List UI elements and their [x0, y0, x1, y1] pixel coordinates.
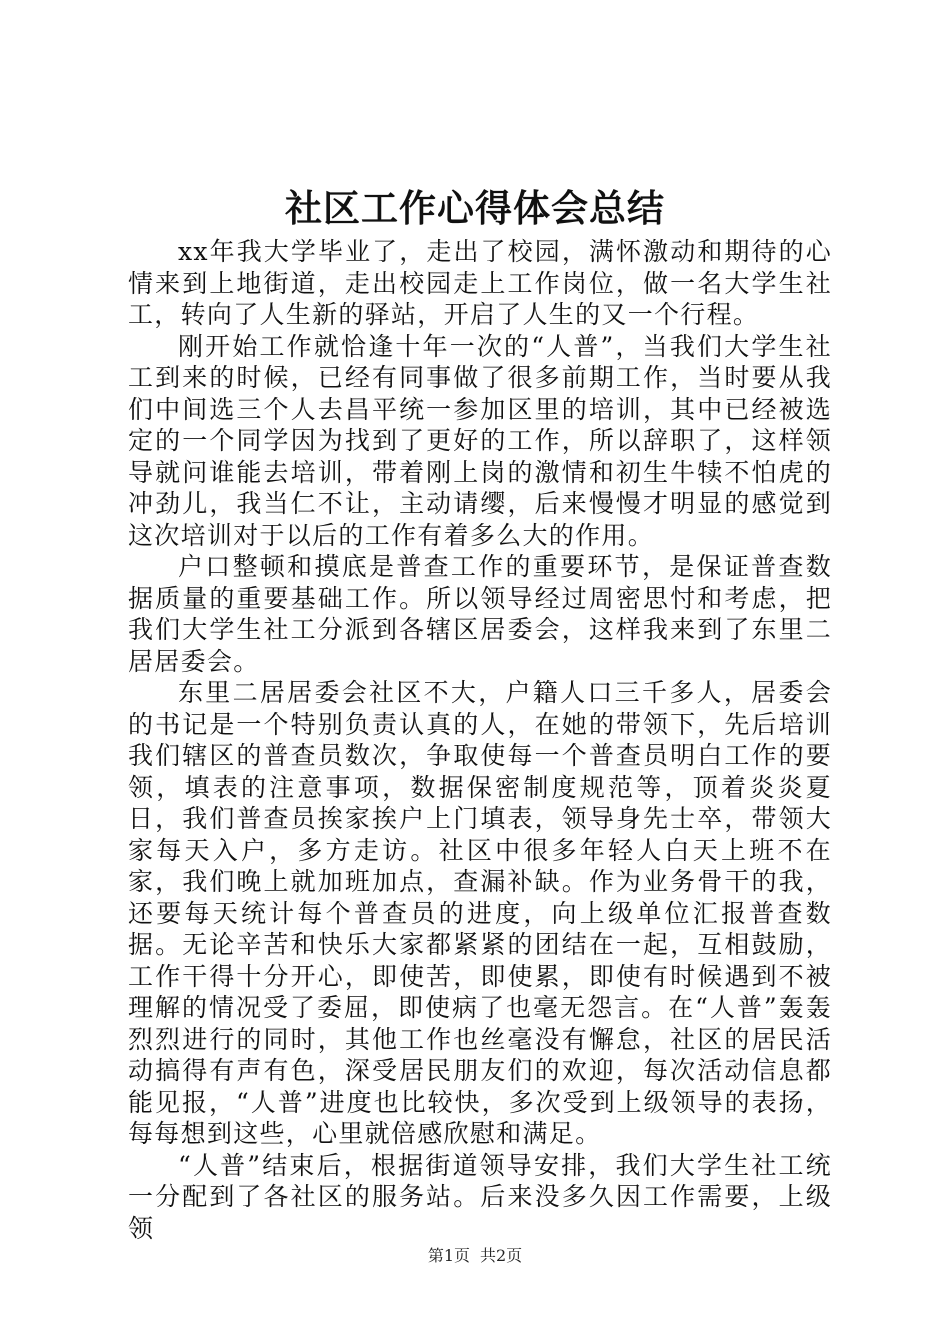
page-footer — [0, 1246, 950, 1266]
document-body — [128, 236, 832, 1244]
page-number: 第1页 — [427, 1246, 470, 1265]
total-pages: 共2页 — [480, 1246, 523, 1265]
document-title: 社区工作心得体会总结 — [285, 186, 665, 230]
paragraph-1: xx年我大学毕业了，走出了校园，满怀激动和期待的心情来到上地街道，走出校园走上工作岗位，做一名大学生社工，转向了人生新的驿站，开启了人生的又一个行程。 — [128, 237, 832, 329]
paragraph-3: 户口整顿和摸底是普查工作的重要环节，是保证普查数据质量的重要基础工作。所以领导经过周密思忖和考虑，把我们大学生社工分派到各辖区居委会，这样我来到了东里二居居委会。 — [128, 552, 832, 676]
paragraph-2: 刚开始工作就恰逢十年一次的“人普”，当我们大学生社工到来的时候，已经有同事做了很多前期工作，当时要从我们中间选三个人去昌平统一参加区里的培训，其中已经被选定的一个同学因为找到了更好的工作，所以辞职了，这样领导就问谁能去培训，带着刚上岗的激情和初生牛犊不怕虎的冲劲儿，我当仁不让，主动请缨，后来慢慢才明显的感觉到这次培训对于以后的工作有着多么大的作用。 — [128, 331, 832, 550]
paragraph-5: “人普”结束后，根据街道领导安排，我们大学生社工统一分配到了各社区的服务站。后来没多久因工作需要，上级领 — [128, 1150, 832, 1243]
paragraph-4: 东里二居居委会社区不大，户籍人口三千多人，居委会的书记是一个特别负责认真的人，在她的带领下，先后培训我们辖区的普查员数次，争取使每一个普查员明白工作的要领，填表的注意事项，数据保密制度规范等，顶着炎炎夏日，我们普查员挨家挨户上门填表，领导身先士卒，带领大家每天入户，多方走访。社区中很多年轻人白天上班不在家，我们晚上就加班加点，查漏补缺。作为业务骨干的我，还要每天统计每个普查员的进度，向上级单位汇报普查数据。无论辛苦和快乐大家都紧紧的团结在一起，互相鼓励，工作干得十分开心，即使苦，即使累，即使有时候遇到不被理解的情况受了委屈，即使病了也毫无怨言。在“人普”轰轰烈烈进行的同时，其他工作也丝毫没有懈怠，社区的居民活动搞得有声有色，深受居民朋友们的欢迎，每次活动信息都能见报，“人普”进度也比较快，多次受到上级领导的表扬，每每想到这些，心里就倍感欣慰和满足。 — [128, 678, 832, 1148]
